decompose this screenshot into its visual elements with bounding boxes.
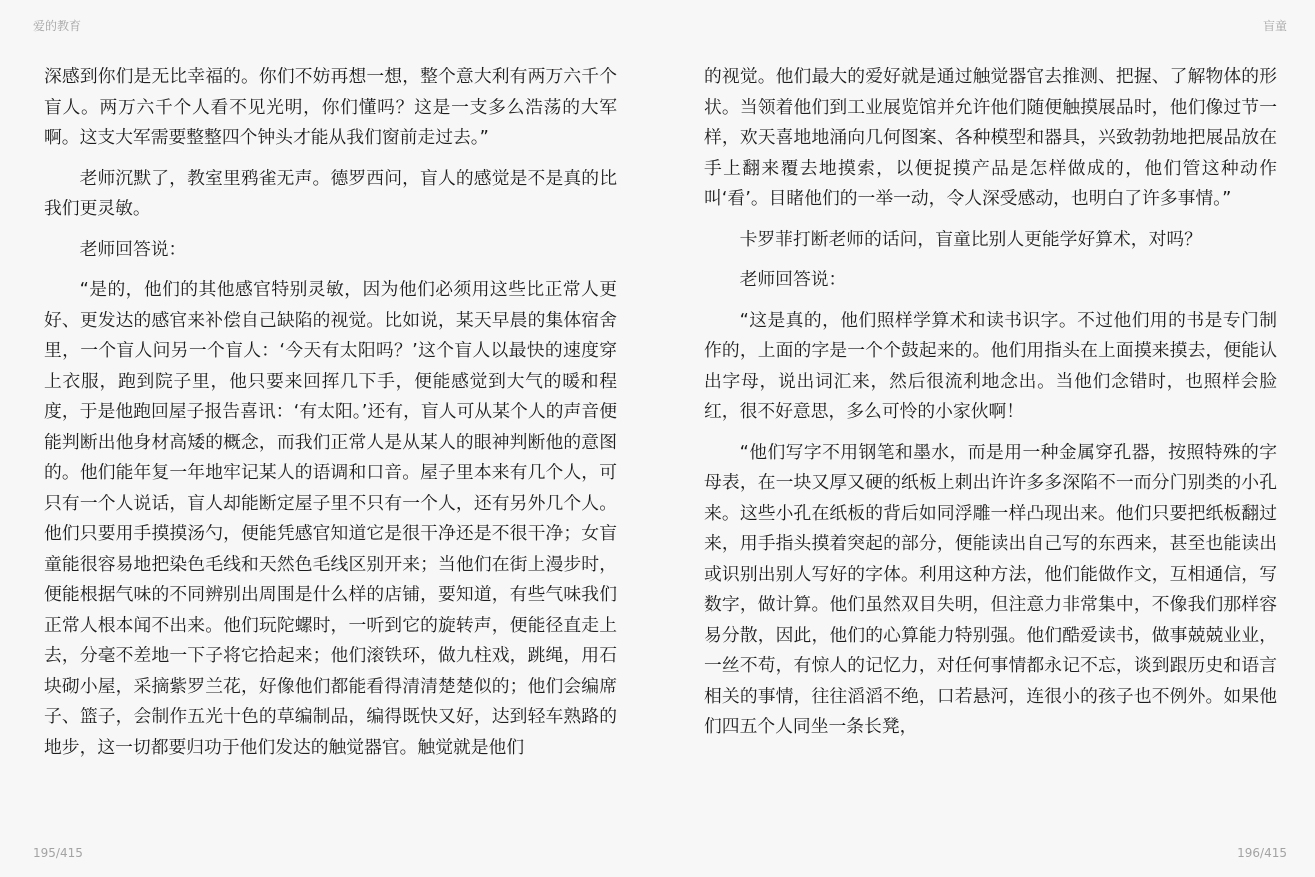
left-page[interactable] <box>44 62 617 822</box>
right-page-number: 196/415 <box>1237 846 1287 860</box>
left-page-number: 195/415 <box>33 846 83 860</box>
left-paragraph-2: 老师沉默了，教室里鸦雀无声。德罗西问，盲人的感觉是不是真的比我们更灵敏。 <box>44 167 617 219</box>
left-paragraph-4: “是的，他们的其他感官特别灵敏，因为他们必须用这些比正常人更好、更发达的感官来补偿自己缺陷的视觉。比如说，某天早晨的集体宿舍里，一个盲人问另一个盲人：‘今天有太阳吗？’这个盲人以最快的速度穿上衣服，跑到院子里，他只要来回挥几下手，便能感觉到大气的暖和程度，于是他跑回屋子报告喜讯：‘有太阳。’还有，盲人可从某个人的声音便能判断出他身材高矮的概念，而我们正常人是从某人的眼神判断他的意图的。他们能年复一年地牢记某人的语调和口音。屋子里本来有几个人，可只有一个人说话，盲人却能断定屋子里不只有一个人，还有另外几个人。他们只要用手摸摸汤勺，便能凭感官知道它是很干净还是不很干净；女盲童能很容易地把染色毛线和天然色毛线区别开来；当他们在街上漫步时，便能根据气味的不同辨别出周围是什么样的店铺，要知道，有些气味我们正常人根本闻不出来。他们玩陀螺时，一听到它的旋转声，便能径直走上去，分毫不差地一下子将它拾起来；他们滚铁环，做九柱戏，跳绳，用石块砌小屋，采摘紫罗兰花，好像他们都能看得清清楚楚似的；他们会编席子、篮子，会制作五光十色的草编制品，编得既快又好，达到轻车熟路的地步，这一切都要归功于他们发达的触觉器官。触觉就是他们 <box>44 279 617 758</box>
right-paragraph-3: 老师回答说： <box>739 269 847 290</box>
right-paragraph-1: 的视觉。他们最大的爱好就是通过触觉器官去推测、把握、了解物体的形状。当领着他们到工业展览馆并允许他们随便触摸展品时，他们像过节一样，欢天喜地地涌向几何图案、各种模型和器具，兴致勃勃地把展品放在手上翻来覆去地摸索，以便捉摸产品是怎样做成的，他们管这种动作叫‘看’。目睹他们的一举一动，令人深受感动，也明白了许多事情。” <box>704 66 1277 209</box>
left-paragraph-1: 深感到你们是无比幸福的。你们不妨再想一想，整个意大利有两万六千个盲人。两万六千个人看不见光明，你们懂吗？这是一支多么浩荡的大军啊。这支大军需要整整四个钟头才能从我们窗前走过去。” <box>44 66 617 148</box>
left-paragraph-3: 老师回答说： <box>79 238 187 260</box>
chapter-title: 盲童 <box>1262 19 1287 33</box>
right-paragraph-2: 卡罗菲打断老师的话问，盲童比别人更能学好算术，对吗？ <box>739 228 1202 250</box>
book-title: 爱的教育 <box>33 19 82 33</box>
right-paragraph-5: “他们写字不用钢笔和墨水，而是用一种金属穿孔器，按照特殊的字母表，在一块又厚又硬的纸板上刺出许许多多深陷不一而分门别类的小孔来。这些小孔在纸板的背后如同浮雕一样凸现出来。他们只要把纸板翻过来，用手指头摸着突起的部分，便能读出自己写的东西来，甚至也能读出或识别出别人写好的字体。利用这种方法，他们能做作文，互相通信，写数字，做计算。他们虽然双目失明，但注意力非常集中，不像我们那样容易分散，因此，他们的心算能力特别强。他们酷爱读书，做事兢兢业业，一丝不苟，有惊人的记忆力，对任何事情都永记不忘，谈到跟历史和语言相关的事情，往往滔滔不绝，口若悬河，连很小的孩子也不例外。如果他们四五个人同坐一条长凳， <box>704 441 1277 737</box>
right-page[interactable] <box>704 62 1277 822</box>
right-paragraph-4: “这是真的，他们照样学算术和读书识字。不过他们用的书是专门制作的，上面的字是一个个鼓起来的。他们用指头在上面摸来摸去，便能认出字母，说出词汇来，然后很流利地念出。当他们念错时，也照样会脸红，很不好意思，多么可怜的小家伙啊！ <box>704 309 1277 422</box>
